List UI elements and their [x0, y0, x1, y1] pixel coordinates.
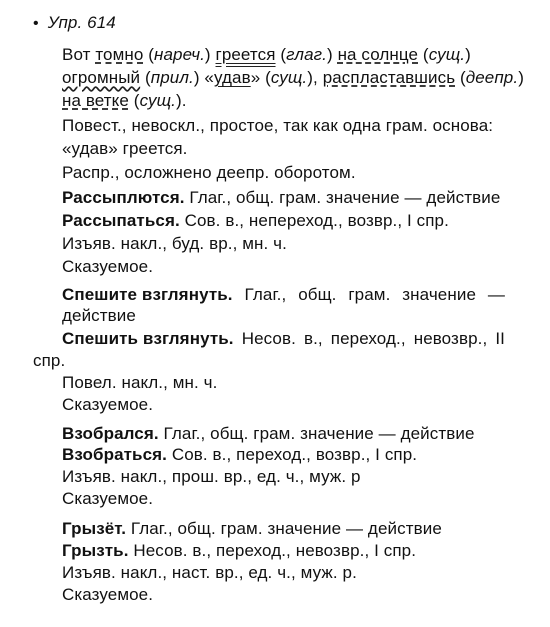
infinitive-description: Сов. в., непереход., возвр., I спр.: [179, 211, 449, 230]
verb-block-3-morph: Изъяв. накл., прош. вр., ед. ч., муж. р: [62, 467, 361, 486]
predicate-greetsya: греется: [215, 45, 276, 64]
sentence-line-2: [62, 67, 524, 89]
sentence-text: ) «: [193, 68, 214, 87]
sentence-text: (: [128, 91, 140, 110]
analysis-line-1: Повест., невоскл., простое, так как одна грам. основа:: [62, 116, 494, 135]
infinitive-description: Несов. в., переход., невозвр., I спр.: [128, 541, 417, 560]
verb-block-4-morph: Изъяв. накл., наст. вр., ед. ч., муж. р.: [62, 563, 357, 582]
pos-label: сущ.: [139, 91, 176, 110]
sentence-text: (: [418, 45, 429, 64]
sentence-text: (: [140, 68, 151, 87]
exercise-title: Упр. 614: [47, 13, 116, 32]
verb-block-2-infinitive: [62, 328, 505, 350]
verb-description: Глаг., общ. грам. значение — действие: [158, 424, 475, 443]
sentence-text: ): [326, 45, 338, 64]
sentence-text: ),: [307, 68, 323, 87]
sentence-text: ): [518, 68, 524, 87]
infinitive-description-word: II: [495, 329, 505, 348]
bullet-icon: •: [33, 15, 39, 32]
infinitive-form: Спешить взглянуть.: [62, 329, 234, 348]
infinitive-description-word: в.,: [303, 329, 323, 348]
adverbial-na-vetke: на ветке: [62, 91, 129, 110]
analysis-line-2: «удав» греется.: [62, 139, 188, 158]
verb-block-1-heading: [62, 187, 500, 209]
verb-description-word: грам.: [348, 285, 391, 304]
verb-block-4-heading: [62, 518, 442, 540]
infinitive-form: Рассыпаться.: [62, 211, 180, 230]
verb-description-word: Глаг.,: [244, 285, 287, 304]
attribute-ogromny: огромный: [62, 68, 141, 87]
sentence-line-3: [62, 90, 187, 112]
verb-block-3-heading: [62, 423, 475, 445]
pos-label: глаг.: [286, 45, 327, 64]
sentence-text: » (: [250, 68, 271, 87]
infinitive-form: Грызть.: [62, 541, 129, 560]
pos-label: сущ.: [270, 68, 308, 87]
infinitive-description-word: Несов.: [241, 329, 296, 348]
sentence-text: (: [455, 68, 466, 87]
verb-block-2-morph: Повел. накл., мн. ч.: [62, 373, 218, 392]
pos-label: нареч.: [154, 45, 205, 64]
verb-block-4-infinitive: [62, 540, 416, 562]
adverbial-rasplastavshis: распластавшись: [322, 68, 456, 87]
sentence-text: (: [275, 45, 287, 64]
verb-block-2-heading-cont: действие: [62, 306, 136, 325]
sentence-text: ).: [175, 91, 187, 110]
verb-block-3-infinitive: [62, 444, 417, 466]
verb-block-2-role: Сказуемое.: [62, 395, 154, 414]
adverbial-na-solnce: на солнце: [337, 45, 419, 64]
verb-block-1-morph: Изъяв. накл., буд. вр., мн. ч.: [62, 234, 287, 253]
pos-label: прил.: [150, 68, 194, 87]
sentence-text: (: [143, 45, 155, 64]
sentence-text: Вот: [62, 45, 96, 64]
verb-block-2-infinitive-cont: спр.: [33, 351, 66, 370]
subject-udav: удав: [213, 68, 251, 87]
sentence-text: ): [204, 45, 216, 64]
adverb-tomno: томно: [95, 45, 144, 64]
verb-description: Глаг., общ. грам. значение — действие: [184, 188, 501, 207]
sentence-text: ): [465, 45, 471, 64]
verb-form: Спешите взглянуть.: [62, 285, 233, 304]
pos-label: деепр.: [465, 68, 519, 87]
verb-block-3-role: Сказуемое.: [62, 489, 154, 508]
pos-label: сущ.: [428, 45, 466, 64]
infinitive-description-word: невозвр.,: [413, 329, 488, 348]
infinitive-description: Сов. в., переход., возвр., I спр.: [167, 445, 418, 464]
verb-form: Рассыплются.: [62, 188, 185, 207]
verb-block-1-role: Сказуемое.: [62, 257, 154, 276]
sentence-line-1: [62, 44, 471, 66]
verb-form: Грызёт.: [62, 519, 127, 538]
verb-block-2-heading: [62, 284, 505, 306]
infinitive-description-word: переход.,: [330, 329, 406, 348]
verb-block-1-infinitive: [62, 210, 449, 232]
verb-description-word: значение: [402, 285, 476, 304]
verb-block-4-role: Сказуемое.: [62, 585, 154, 604]
exercise-header: [33, 12, 116, 35]
infinitive-form: Взобраться.: [62, 445, 168, 464]
verb-form: Взобрался.: [62, 424, 159, 443]
verb-description: Глаг., общ. грам. значение — действие: [126, 519, 442, 538]
verb-description-word: общ.: [298, 285, 337, 304]
verb-description-word: —: [487, 285, 505, 304]
analysis-line-3: Распр., осложнено деепр. оборотом.: [62, 163, 356, 182]
